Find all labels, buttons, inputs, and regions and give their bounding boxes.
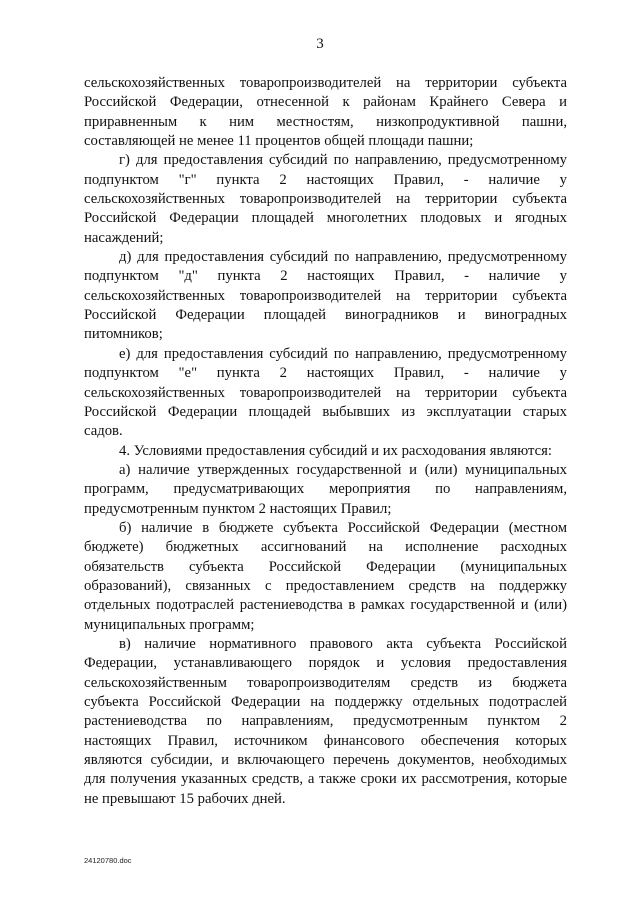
file-code: 24120780.doc [84,856,132,865]
text-line: Российской Федерации площадей виноградников и виноградных [84,307,567,324]
text-line: отдельных подотраслей растениеводства в рамках государственной и (или) [84,597,567,614]
text-line: насаждений; [84,229,164,246]
document-body [84,74,567,809]
text-line: образований), связанных с предоставлением средств на поддержку [84,577,567,594]
text-line: растениеводства по направлениям, предусмотренным пунктом 2 [84,713,567,730]
page-number: 3 [316,36,324,52]
text-line: сельскохозяйственных товаропроизводителей на территории субъекта [84,191,567,208]
text-line: сельскохозяйственным товаропроизводителям средств из бюджета [84,674,567,691]
text-line: субъекта Российской Федерации на поддержку отдельных подотраслей [84,694,567,710]
text-line: сельскохозяйственных товаропроизводителей на территории субъекта [84,384,567,401]
text-line: муниципальных программ; [84,616,255,633]
text-line: являются субсидии, и включающего перечень документов, необходимых [84,752,567,769]
text-line: не превышают 15 рабочих дней. [84,790,286,807]
text-line: подпунктом "г" пункта 2 настоящих Правил, - наличие у [84,171,567,188]
text-line: Федерации, устанавливающего порядок и условия предоставления [84,655,567,672]
text-line: б) наличие в бюджете субъекта Российской Федерации (местном [119,519,567,536]
text-line: обязательств субъекта Российской Федерации (муниципальных [84,558,567,575]
text-line: е) для предоставления субсидий по направлению, предусмотренному [119,345,567,362]
text-line: предусмотренным пунктом 2 настоящих Правил; [84,500,392,517]
text-line: д) для предоставления субсидий по направлению, предусмотренному [119,249,567,266]
text-line: бюджете) бюджетных ассигнований на исполнение расходных [84,539,567,556]
text-line: программ, предусматривающих мероприятия по направлениям, [84,481,567,498]
text-line: питомников; [84,326,163,343]
text-line: сельскохозяйственных товаропроизводителей на территории субъекта [84,75,567,91]
text-line: садов. [84,423,123,440]
text-line: а) наличие утвержденных государственной и (или) муниципальных [119,461,567,478]
text-line: настоящих Правил, источником финансового обеспечения которых [84,732,567,749]
text-line: в) наличие нормативного правового акта субъекта Российской [119,635,567,652]
text-line: Российской Федерации площадей выбывших из эксплуатации старых [84,403,567,420]
text-line: сельскохозяйственных товаропроизводителей на территории субъекта [84,287,567,304]
text-line: подпунктом "е" пункта 2 настоящих Правил, - наличие у [84,365,567,382]
text-line: для получения указанных средств, а также сроки их рассмотрения, которые [84,771,567,788]
text-line: Российской Федерации площадей многолетних плодовых и ягодных [84,210,567,227]
text-line: 4. Условиями предоставления субсидий и их расходования являются: [119,442,553,459]
text-line: Российской Федерации, отнесенной к районам Крайнего Севера и [84,94,567,111]
text-line: приравненным к ним местностям, низкопродуктивной пашни, [84,113,567,130]
text-line: составляющей не менее 11 процентов общей площади пашни; [84,133,474,150]
text-line: подпунктом "д" пункта 2 настоящих Правил, - наличие у [84,268,567,285]
text-line: г) для предоставления субсидий по направлению, предусмотренному [119,152,567,169]
